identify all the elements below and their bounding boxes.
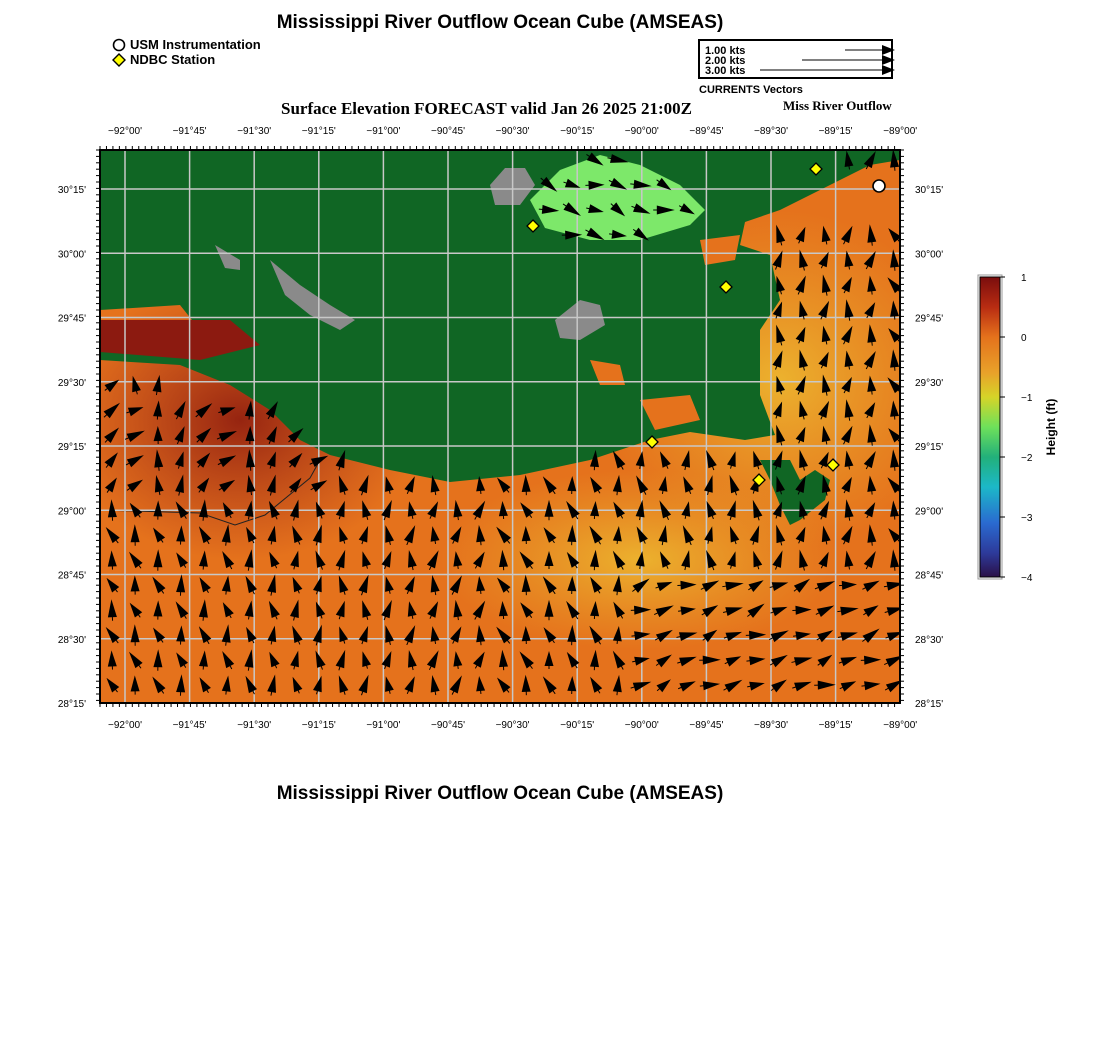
- lon-label: −91°30': [237, 126, 272, 137]
- lat-label: 29°30': [57, 377, 86, 389]
- lon-label: −91°45': [172, 126, 207, 137]
- lat-label: 29°45': [915, 313, 944, 325]
- colorbar-ramp: [980, 277, 1000, 577]
- second-panel-title: Mississippi River Outflow Ocean Cube (AMSEAS): [276, 783, 724, 804]
- lon-label: −92°00': [108, 720, 142, 731]
- map-subtitle: Surface Elevation FORECAST valid Jan 26 2025 21:00Z: [281, 99, 693, 118]
- lat-label: 30°00': [915, 249, 944, 261]
- lat-label: 29°00': [57, 506, 86, 518]
- lon-label: −89°30': [754, 126, 788, 137]
- legend-ndbc-label: NDBC Station: [130, 52, 216, 67]
- colorbar-ticks: [1000, 273, 1033, 584]
- lon-label: −90°00': [624, 720, 659, 731]
- lon-label: −89°30': [754, 720, 788, 731]
- lat-label: 28°15': [915, 699, 944, 710]
- lat-label: 28°45': [915, 570, 944, 582]
- lon-label: −91°15': [301, 126, 336, 137]
- lon-label: −89°00': [883, 126, 918, 137]
- lon-label: −92°00': [108, 126, 142, 137]
- lat-label: 29°45': [57, 313, 86, 325]
- lat-label: 29°15': [57, 442, 86, 453]
- lon-labels-top: [108, 126, 917, 137]
- lon-label: −90°15': [560, 126, 595, 137]
- lon-label: −90°15': [560, 720, 595, 731]
- lon-label: −91°00': [366, 126, 401, 137]
- lon-label: −91°45': [172, 720, 207, 731]
- legend-usm-label: USM Instrumentation: [130, 37, 261, 52]
- lon-label: −90°45': [431, 126, 465, 137]
- lat-label: 28°15': [57, 699, 86, 710]
- lon-label: −90°30': [495, 720, 530, 731]
- colorbar-tick-label: −1: [1021, 393, 1033, 404]
- lat-label: 28°45': [57, 570, 86, 582]
- lat-label: 30°15': [57, 185, 86, 196]
- colorbar-tick-label: 0: [1021, 333, 1027, 344]
- lon-label: −89°45': [689, 126, 724, 137]
- lon-label: −91°15': [301, 720, 336, 731]
- lat-labels-right: [915, 185, 943, 710]
- colorbar-label: Height (ft): [1044, 398, 1058, 456]
- lat-label: 29°15': [915, 442, 944, 453]
- lat-label: 30°15': [915, 185, 944, 196]
- main-title: Mississippi River Outflow Ocean Cube (AMSEAS): [276, 12, 724, 33]
- lat-label: 30°00': [57, 249, 86, 261]
- lat-label: 28°30': [57, 634, 86, 646]
- lon-label: −89°45': [689, 720, 724, 731]
- colorbar: [978, 273, 1058, 584]
- vector-key-row-1: 1.00 kts: [705, 45, 746, 57]
- lon-label: −90°30': [495, 126, 530, 137]
- lat-label: 28°30': [915, 634, 944, 646]
- lon-label: −90°00': [624, 126, 659, 137]
- lon-label: −89°00': [883, 720, 918, 731]
- lat-labels-left: [58, 185, 86, 710]
- lon-label: −90°45': [431, 720, 465, 731]
- vector-key-row-3: 3.00 kts: [705, 65, 746, 77]
- lon-label: −89°15': [818, 126, 853, 137]
- vector-key-caption: CURRENTS Vectors: [699, 84, 803, 96]
- usm-station-marker: [873, 180, 885, 192]
- lon-label: −91°30': [237, 720, 272, 731]
- lon-label: −89°15': [818, 720, 853, 731]
- colorbar-tick-label: 1: [1021, 273, 1027, 284]
- colorbar-tick-label: −3: [1021, 513, 1033, 524]
- colorbar-tick-label: −4: [1021, 573, 1033, 584]
- region-label: Miss River Outflow: [783, 98, 892, 113]
- vector-key-row-2: 2.00 kts: [705, 55, 746, 67]
- lat-label: 29°00': [915, 506, 944, 518]
- lat-label: 29°30': [915, 377, 944, 389]
- map-area: [57, 149, 960, 703]
- lon-label: −91°00': [366, 720, 401, 731]
- lon-labels-bottom: [108, 720, 917, 731]
- colorbar-tick-label: −2: [1021, 453, 1033, 464]
